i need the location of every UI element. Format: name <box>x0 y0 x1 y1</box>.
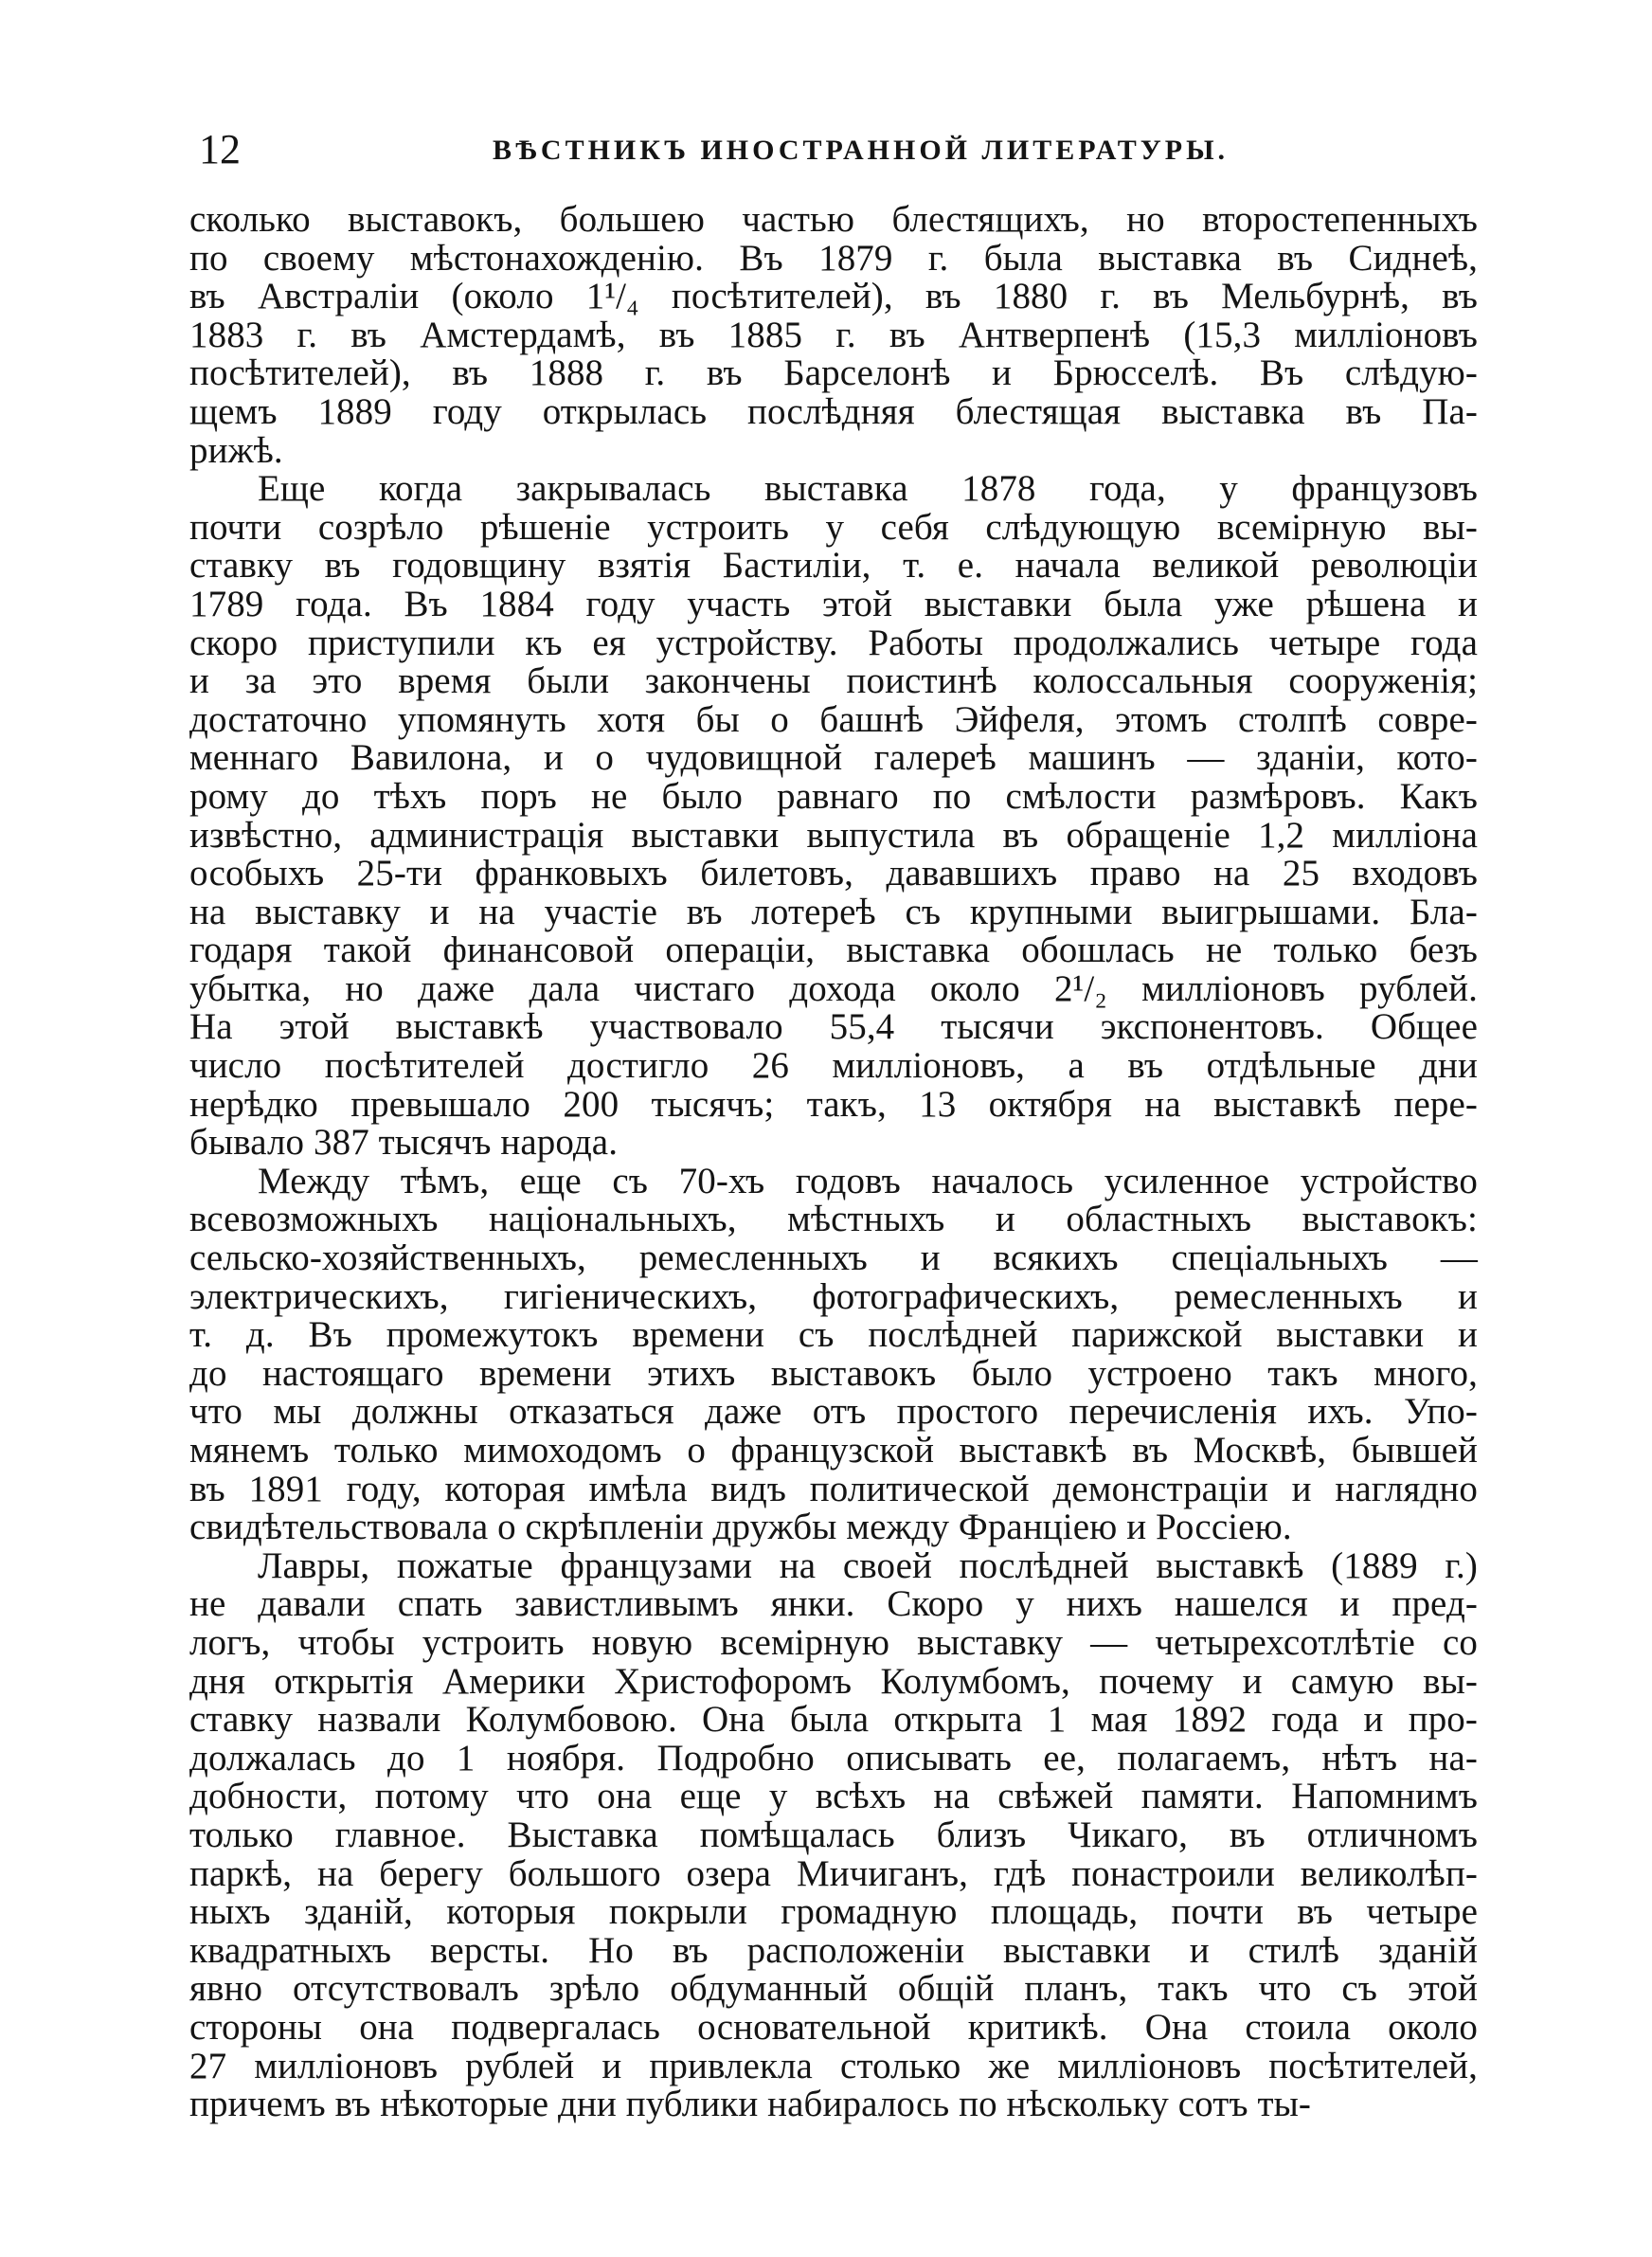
text-line: 1789 года. Въ 1884 году участь этой выставки была уже рѣшена и <box>189 583 1478 624</box>
text-line: квадратныхъ версты. Но въ расположеніи выставки и стилѣ зданій <box>189 1929 1478 1971</box>
text-line: Между тѣмъ, еще съ 70-хъ годовъ началось усиленное устройство <box>258 1160 1478 1201</box>
text-line: что мы должны отказаться даже отъ простого перечисленія ихъ. Упо- <box>189 1391 1478 1433</box>
text-line: посѣтителей), въ 1888 г. въ Барселонѣ и Брюсселѣ. Въ слѣдую- <box>189 352 1478 394</box>
text-line: въ Австраліи (около 1¹/₄ посѣтителей), въ 1880 г. въ Мельбурнѣ, въ <box>189 276 1478 317</box>
text-line: сельско-хозяйственныхъ, ремесленныхъ и всякихъ спеціальныхъ — <box>189 1237 1478 1279</box>
text-line: 27 милліоновъ рублей и привлекла столько же милліоновъ посѣтителей, <box>189 2045 1478 2086</box>
text-line: число посѣтителей достигло 26 милліоновъ, а въ отдѣльные дни <box>189 1045 1478 1087</box>
text-line: явно отсутствовалъ зрѣло обдуманный общій планъ, такъ что съ этой <box>189 1968 1478 2010</box>
text-line: должалась до 1 ноября. Подробно описывать ее, полагаемъ, нѣтъ на- <box>189 1737 1478 1779</box>
text-line: 1883 г. въ Амстердамѣ, въ 1885 г. въ Антверпенѣ (15,3 милліоновъ <box>189 314 1478 355</box>
text-line: сколько выставокъ, большею частью блестящихъ, но второстепенныхъ <box>189 199 1478 240</box>
text-line: только главное. Выставка помѣщалась близъ Чикаго, въ отличномъ <box>189 1814 1478 1855</box>
text-line: на выставку и на участіе въ лотереѣ съ крупными выигрышами. Бла- <box>189 891 1478 932</box>
text-line: скоро приступили къ ея устройству. Работы продолжались четыре года <box>189 622 1478 663</box>
text-line: электрическихъ, гигіеническихъ, фотографическихъ, ремесленныхъ и <box>189 1275 1478 1317</box>
text-line: убытка, но даже дала чистаго дохода около 2¹/₂ милліоновъ рублей. <box>189 967 1478 1009</box>
text-line: бывало 387 тысячъ народа. <box>189 1122 619 1164</box>
text-line: Еще когда закрывалась выставка 1878 года, у французовъ <box>258 468 1478 510</box>
page-header <box>199 121 1468 178</box>
text-line: ставку въ годовщину взятія Бастиліи, т. е. начала великой революціи <box>189 545 1478 587</box>
text-line: Лавры, пожатые французами на своей послѣдней выставкѣ (1889 г.) <box>258 1544 1478 1586</box>
text-line: рому до тѣхъ поръ не было равнаго по смѣлости размѣровъ. Какъ <box>189 775 1478 817</box>
text-line: нерѣдко превышало 200 тысячъ; такъ, 13 октября на выставкѣ пере- <box>189 1083 1478 1125</box>
text-line: ставку назвали Колумбовою. Она была открыта 1 мая 1892 года и про- <box>189 1699 1478 1741</box>
text-line: стороны она подвергалась основательной критикѣ. Она стоила около <box>189 2006 1478 2048</box>
paragraph <box>189 201 1478 470</box>
body-text <box>189 201 1478 2124</box>
text-line: ныхъ зданій, которыя покрыли громадную площадь, почти въ четыре <box>189 1891 1478 1933</box>
text-line: годаря такой финансовой операціи, выставка обошлась не только безъ <box>189 930 1478 971</box>
text-line: и за это время были закончены поистинѣ колоссальныя сооруженія; <box>189 660 1478 702</box>
running-title: ВѢСТНИКЪ ИНОСТРАННОЙ ЛИТЕРАТУРЫ. <box>493 135 1230 166</box>
text-line: свидѣтельствовала о скрѣпленіи дружбы между Франціею и Россіею. <box>189 1507 1292 1548</box>
text-line: причемъ въ нѣкоторые дни публики набиралось по нѣскольку сотъ ты- <box>189 2084 1312 2125</box>
paragraph <box>189 470 1478 1163</box>
text-line: дня открытія Америки Христофоромъ Колумбомъ, почему и самую вы- <box>189 1660 1478 1702</box>
text-line: почти созрѣло рѣшеніе устроить у себя слѣдующую всемірную вы- <box>189 506 1478 548</box>
page-number: 12 <box>199 126 241 172</box>
text-line: извѣстно, администрація выставки выпустила въ обращеніе 1,2 милліона <box>189 814 1478 856</box>
text-line: щемъ 1889 году открылась послѣдняя блестящая выставка въ Па- <box>189 390 1478 432</box>
text-line: паркѣ, на берегу большого озера Мичиганъ, гдѣ понастроили великолѣп- <box>189 1852 1478 1894</box>
text-line: добности, потому что она еще у всѣхъ на свѣжей памяти. Напомнимъ <box>189 1776 1478 1817</box>
text-line: логъ, чтобы устроить новую всемірную выставку — четырехсотлѣтіе со <box>189 1621 1478 1663</box>
text-line: до настоящаго времени этихъ выставокъ было устроено такъ много, <box>189 1352 1478 1394</box>
text-line: т. д. Въ промежутокъ времени съ послѣдней парижской выставки и <box>189 1314 1478 1356</box>
text-line: рижѣ. <box>189 429 283 471</box>
text-line: по своему мѣстонахожденію. Въ 1879 г. была выставка въ Сиднеѣ, <box>189 237 1478 279</box>
text-line: всевозможныхъ національныхъ, мѣстныхъ и областныхъ выставокъ: <box>189 1199 1478 1240</box>
text-line: въ 1891 году, которая имѣла видъ политической демонстраціи и наглядно <box>189 1468 1478 1509</box>
text-line: достаточно упомянуть хотя бы о башнѣ Эйфеля, этомъ столпѣ совре- <box>189 698 1478 740</box>
text-line: не давали спать завистливымъ янки. Скоро у нихъ нашелся и пред- <box>189 1583 1478 1625</box>
text-line: На этой выставкѣ участвовало 55,4 тысячи экспонентовъ. Общее <box>189 1006 1478 1048</box>
text-line: мянемъ только мимоходомъ о французской выставкѣ въ Москвѣ, бывшей <box>189 1430 1478 1471</box>
text-line: особыхъ 25-ти франковыхъ билетовъ, дававшихъ право на 25 входовъ <box>189 853 1478 894</box>
paragraph <box>189 1160 1478 1548</box>
paragraph <box>189 1544 1478 2125</box>
text-line: меннаго Вавилона, и о чудовищной галереѣ машинъ — зданіи, кото- <box>189 737 1478 779</box>
